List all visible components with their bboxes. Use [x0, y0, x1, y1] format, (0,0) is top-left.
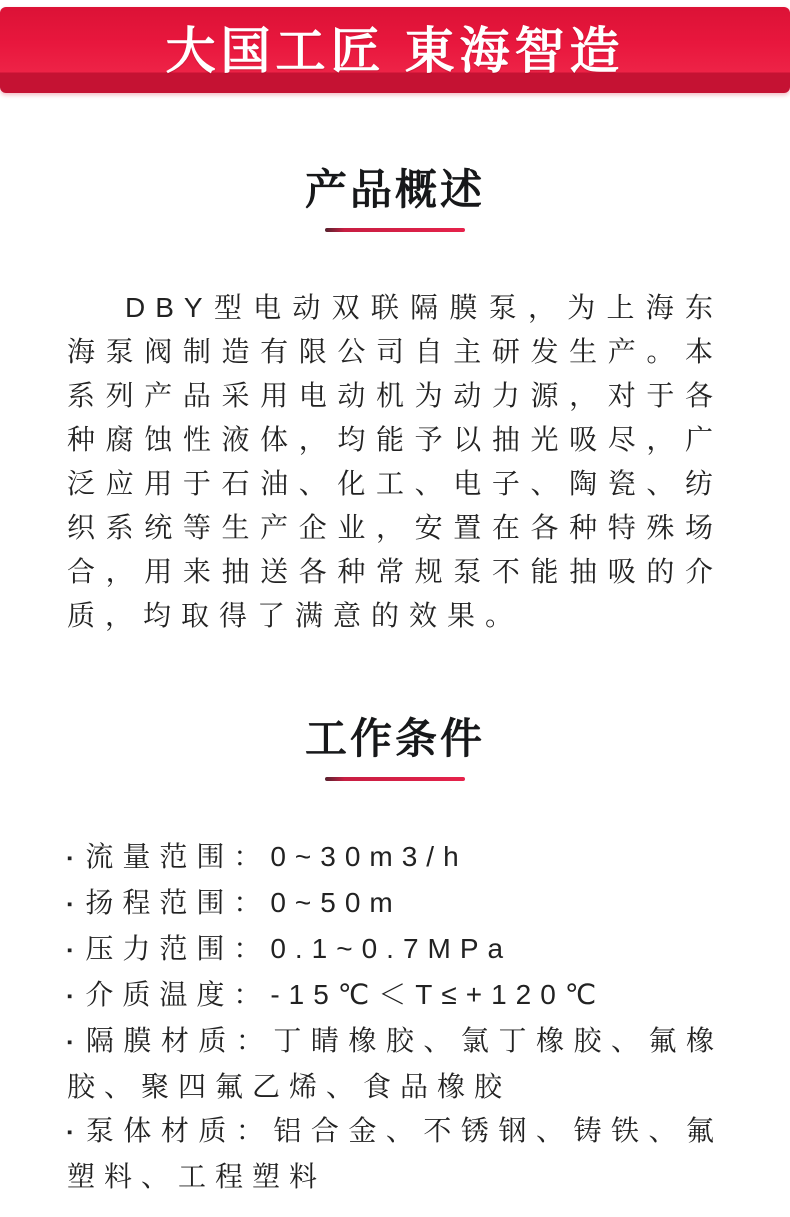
condition-item-head-range — [67, 881, 723, 927]
conditions-section-title: 工作条件 — [304, 715, 485, 762]
condition-item-medium-temperature — [67, 973, 723, 1019]
condition-item-flow-range — [67, 835, 723, 881]
bullet-icon: ▪ — [67, 1034, 73, 1051]
overview-section-title: 产品概述 — [304, 166, 485, 213]
condition-item-pressure-range — [67, 927, 723, 973]
brand-banner — [0, 7, 790, 93]
overview-title-underline — [325, 228, 465, 232]
condition-item-diaphragm-material — [67, 1019, 723, 1109]
bullet-icon: ▪ — [67, 850, 73, 867]
condition-item-pump-body-material — [67, 1109, 723, 1199]
condition-item-text: 压力范围：0.1~0.7MPa — [85, 933, 513, 964]
overview-paragraph: DBY型电动双联隔膜泵，为上海东海泵阀制造有限公司自主研发生产。本系列产品采用电动机为动力源，对于各种腐蚀性液体，均能予以抽光吸尽，广泛应用于石油、化工、电子、陶瓷、纺织系统等生产企业，安置在各种特殊场合，用来抽送各种常规泵不能抽吸的介质，均取得了满意的效果。 — [67, 292, 723, 631]
bullet-icon: ▪ — [67, 896, 73, 913]
condition-item-text: 隔膜材质：丁睛橡胶、氯丁橡胶、氟橡胶、聚四氟乙烯、食品橡胶 — [67, 1025, 723, 1102]
conditions-list — [67, 835, 723, 1199]
bullet-icon: ▪ — [67, 942, 73, 959]
bullet-icon: ▪ — [67, 988, 73, 1005]
conditions-title-underline — [325, 777, 465, 781]
banner-title: 大国工匠 東海智造 — [165, 23, 625, 79]
bullet-icon: ▪ — [67, 1124, 73, 1141]
condition-item-text: 流量范围：0~30m3/h — [85, 841, 468, 872]
condition-item-text: 泵体材质：铝合金、不锈钢、铸铁、氟塑料、工程塑料 — [67, 1115, 723, 1192]
condition-item-text: 介质温度：-15℃＜T≤+120℃ — [85, 979, 606, 1010]
section-working-conditions — [0, 716, 790, 1199]
section-product-overview — [0, 167, 790, 638]
condition-item-text: 扬程范围：0~50m — [85, 887, 402, 918]
